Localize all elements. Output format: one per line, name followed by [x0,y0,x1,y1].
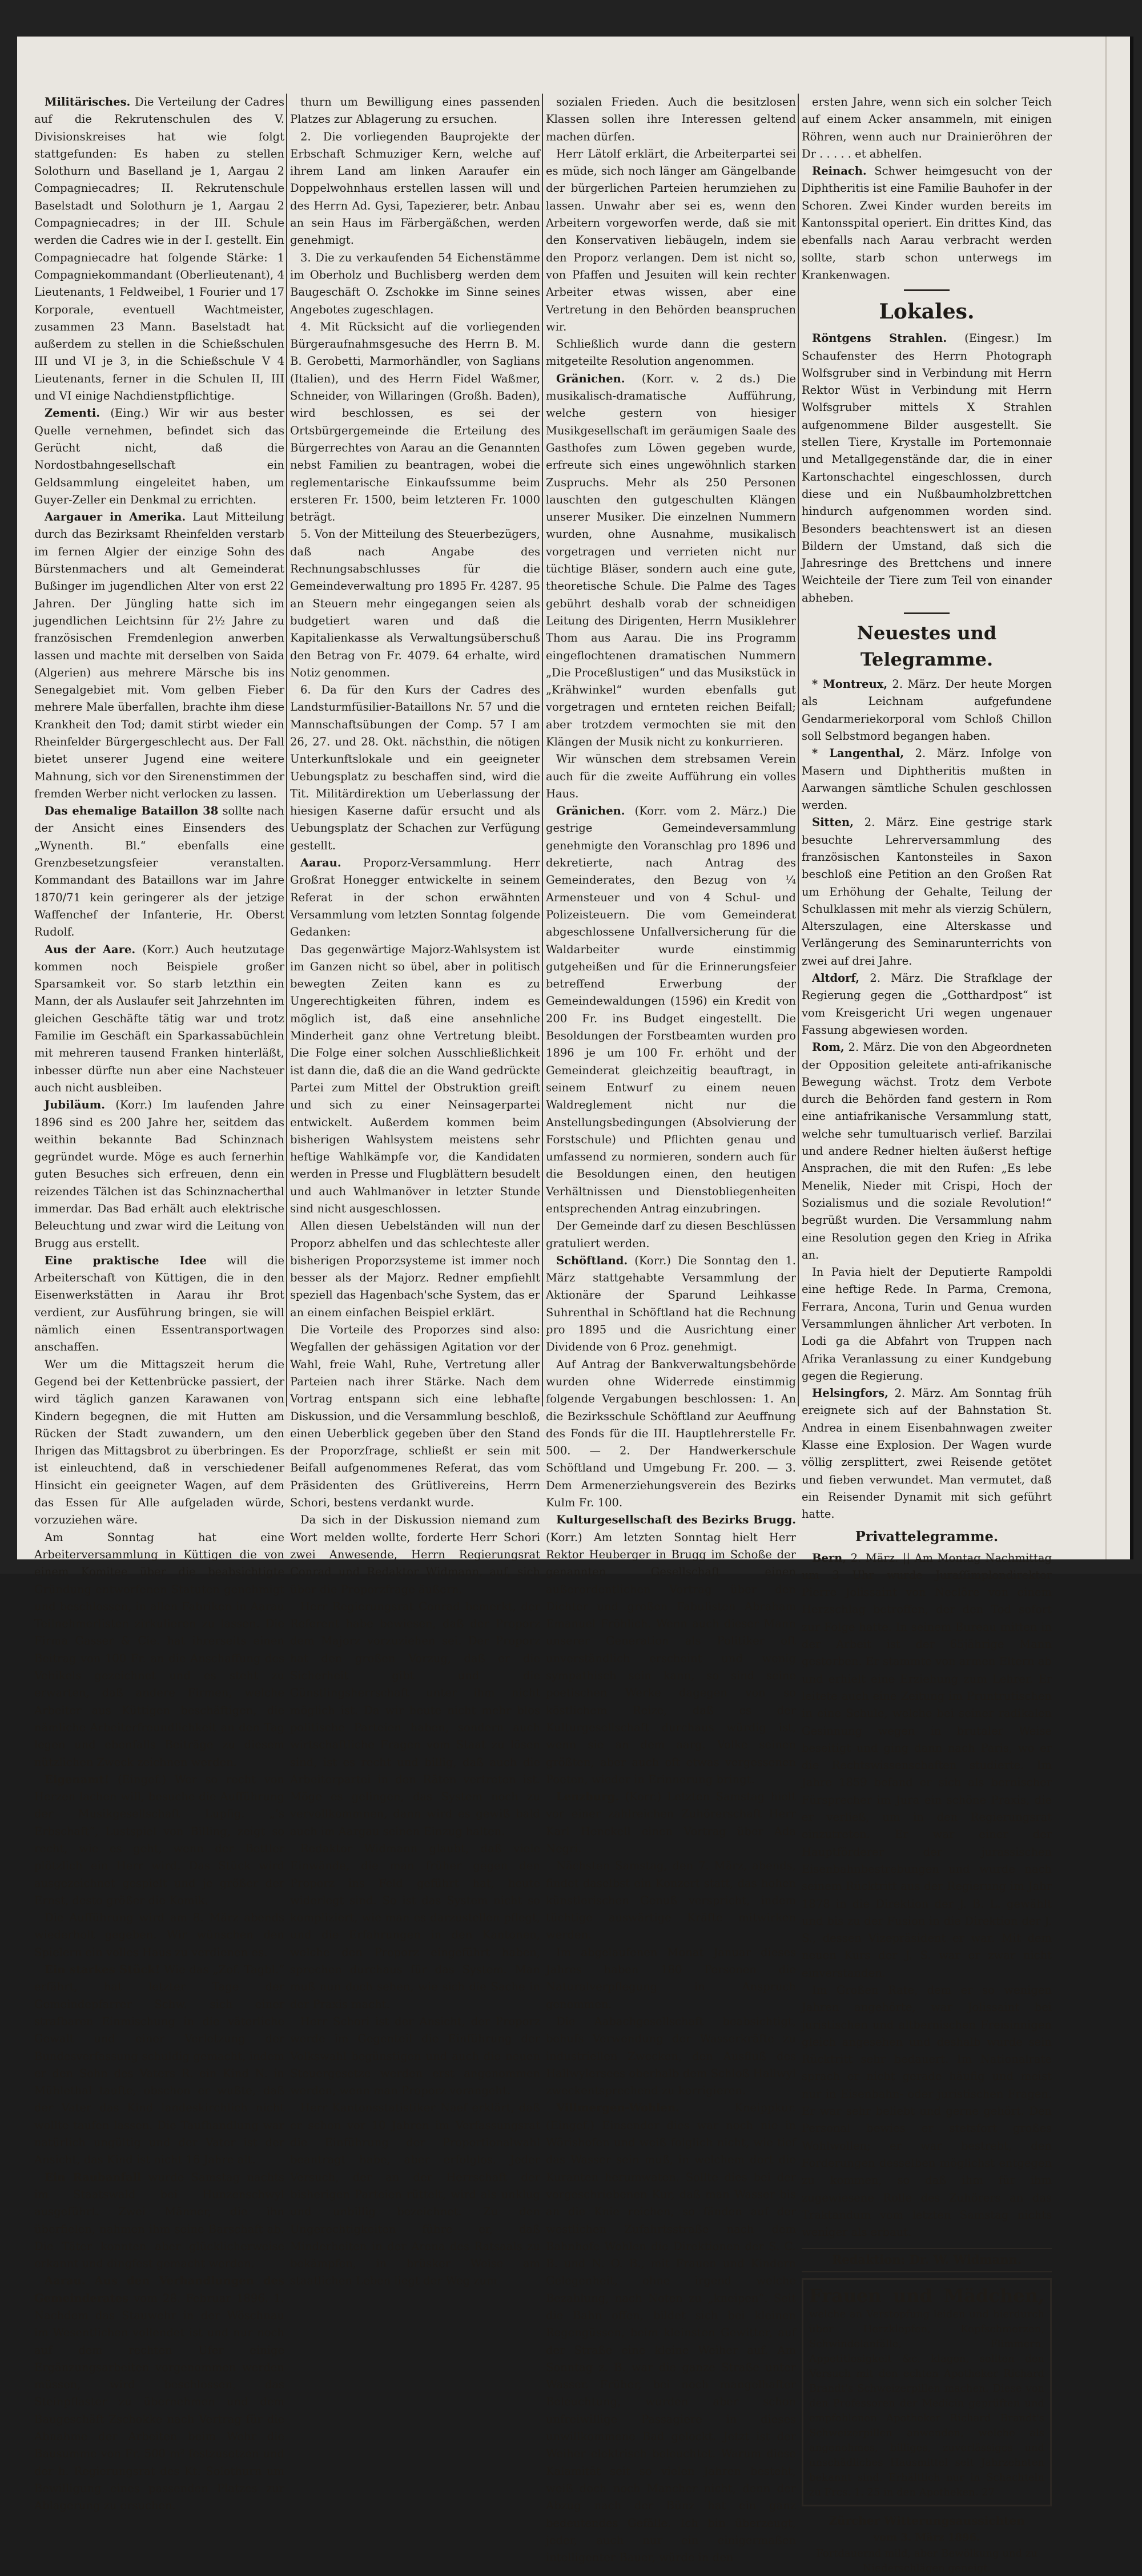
column-1 [34,94,285,2513]
article-paragraph [34,1961,284,2169]
article-paragraph [290,1511,540,1598]
article-paragraph [34,941,284,1097]
article-paragraph [802,1385,1052,1523]
article-text: 2. Die vorliegenden Bauprojekte der Erbschaft Schmuziger Kern, welche auf ihrem Land am linken Aaraufer ein Doppelwohnhaus erstellen lassen will und des Herrn Ad. Gysi, Tapezierer, betr. Anbau an sein Haus im Färbergäßchen, werden genehmigt. [290,130,540,247]
privattelegramme-heading: Privattelegramme. [855,1527,999,1545]
article-paragraph [802,814,1052,970]
article-text: Die Verteilung der Cadres auf die Rekrutenschulen des V. Divisionskreises hat wie folgt stattgefunden: Es haben zu stellen Solothurn und Baselland je 1, Aargau 2 Compagniecadres; II. Rekrutenschule Baselstadt und Solothurn je 1, Aargau 2 Compagniecadres; in der III. Schule werden die Cadres wie in der I. gestellt. Ein Compagniecadre hat folgende Stärke: 1 Compagniekommandant (Oberlieutenant), 4 Lieutenants, 1 Feldweibel, 1 Fourier und 17 Korporale, eventuell Wachtmeister, zusammen 23 Mann. Baselstadt hat außerdem zu stellen in die Schießschulen III und VI je 3, in die Schießschule V 4 Lieutenants, ferner in die Schulen II, III und VI einige Nachdienstpflichtige. [34,95,284,403]
article-text: Wie das „Zof. Tagbl.“ erfährt, hat letzter Tage der Gemeindepfarrer Schw. sich einer strafbaren Einmischung in die väterliche Gewalt und einer Verletzung der Bundesverfassung schuldig gemacht, indem er den Sohn des Vaters R. ein Kind N. in Mühlethal taufte, obschon er wußte, daß der Vater das Kind landeskirchlich nicht wollte taufen lassen. Die Taufhandlung war natürlich ungültig und der Vater ist der Ansicht, das Kind ist nicht 16 Jahre alt. [34,1963,285,2167]
article-text: Wir wünschen dem strebsamen Verein auch für die zweite Aufführung ein volles Haus. [546,752,796,800]
article-text: ersten Jahre, wenn sich ein solcher Teich auf einem Acker ansammeln, mit einigen Röhren, wenn auch nur Drainieröhren der Dr . . . . . et abhelfen. [802,95,1052,160]
article-text: 3. Die zu verkaufenden 54 Eichenstämme im Oberholz und Buchlisberg werden dem Baugeschäft O. Zschokke im Sinne seines Angebotes zugeschlagen. [290,251,540,316]
page-fold [1105,37,1107,1559]
article-text: (Korr.) Am letzten Sonntag hielt Herr Rektor Heuberger in Brugg im Schoße der genannten Gesellschaft einen außerordentlichen Vortrag über den Dichter und großen Fabulisten Abraham Emanuel Fröhlich. Wenn auch dieser Mann unserer Generation als Politiker oft unverständlich erscheint und wenig sympathisch sein kann, so sind seine poetischen Werke dagegen von so köstlichem Reize, daß es der Kulturgesellschaft durchaus würdig ist, wenn sie an dem aarg. Volke seinen größten, aber auch oft etwas vergessenen Poeten, wieder in Erinnerung bringt. [546,1530,796,1786]
article-paragraph [290,1598,540,1840]
article-lead: Aarau. [300,856,341,870]
article-paragraph [290,249,540,319]
article-lead: Bern, [812,1551,847,1565]
neuestes-heading: Neuestes und Telegramme. [856,622,997,671]
article-lead: Schöftland. [556,1253,628,1267]
article-paragraph [546,2099,796,2566]
column-4-intro [802,94,1052,284]
article-paragraph [546,1252,796,1356]
article-text: Die Aabachgesellschaft beabsichtigt, behufs Verwendung der Wasserkräfte zu industriellen Zwecken, den Ausfluß des Hallwylersees oberhalb dem Schloß Hallwyl zweckentsprechend zu korrigieren. [546,2014,796,2098]
article-paragraph [290,1218,540,1321]
article-lead: Altdorf, [812,971,860,985]
article-text: 2. März. || Am Montag Nachmittag um 3 Uhr wurde Juraſſimplondirektor Pierre Jolissaint von Neclöre von einem Herzschlag betroffen, der den Tod sofort zur Folge hatte. In seinem Bureau mitten in der Arbeit ist der 65jährige Mann gestorben. Er stammte von armen Eltern ab und erhielt eine Erziehung zum Lehrer. Er leitete auch eine Zeitung im Pruntrutischen in eine Schule, welche bei seiner radikalen Gesinnung wegen in brutaler Weise beseitigt und ging dann nach Paris, wo er die Rechtswissenschaften studierte. Im Jahre 1859 befand er sich als bernischer Fürsprecher im Jura ein schöne Praxis, die er verließ, um in den Regierungsrat einzutreten. Er war einer der Hauptförderer der jurassischen Eisenbahnbestrebungen und wurde nach seinem Rücktritt aus der Regierung im Jahr 1878 in die Direktion der J. B. L. gewählt und bis zu der Fusion in die Direktion der J. S., dessen Vizepräsident er war. Mit dem neuen Kurs der J. S. war er zwar nicht einverstanden. [802,1551,1052,1980]
article-text: Schwer heimgesucht von der Diphtheritis ist eine Familie Bauhofer in der Schoren. Zwei Kinder wurden bereits im Kantonsspital operiert. Ein drittes Kind, das ebenfalls nach Aarau verbracht werden sollte, starb schon unterwegs im Krankenwagen. [802,164,1052,281]
article-lead: Aarau. Aus den Verhandlungen des Gemeinderates [34,2274,284,2305]
article-paragraph [802,1264,1052,1385]
article-paragraph [802,1039,1052,1264]
article-paragraph [546,2013,796,2099]
article-paragraph [802,1550,1052,1982]
article-lead: Helsingfors, [812,1386,888,1400]
article-paragraph [34,94,284,405]
article-text: sozialen Frieden. Auch die besitzlosen Klassen sollen ihre Interessen geltend machen dürfen. [546,95,796,143]
article-paragraph [546,1356,796,1512]
article-lead: Aargauer in Amerika. [45,510,186,524]
article-paragraph [290,2099,540,2289]
article-lead: Rom, [812,1041,845,1054]
article-text: Im Großen Rate, dem er so wenigen Jahren angehörte, war Jolissaint bei juristischen und altbernischen Freisinnigen gleich angesehen und deshalb wurde sein Rücktritt sehr bedauert. Im Nationalrate sprach er nicht gerade häufig und meist nur in Eisenbahn- oder juristischen Fragen. Er war sehr beliebt und gerne gehört. Den Personal bewies er stetsfort großes Wohlwollen; er war bestrebt, den Forderungen desselben möglichst entgegen zu kommen, so daß ihm für ihm zugewiesene Rolle des Zuhörers an das Traktandum vom letzten Samstag nichts weniger als erbaut. [802,1983,1052,2239]
column-3 [546,94,796,2565]
article-paragraph [290,682,540,854]
article-paragraph [546,94,796,146]
article-text: Am Sonntag hat eine Arbeiterversammlung in Küttigen die von einem Komitee über die beabsichtigte Gründung entworfenen Statuten genehmigt und beschlossen, in allen Fabriken in Aarau Teilnehmerlisten zirkulieren zu lassen. Die Firma Gasser & Cie. hat ihrerseits einen Beitrag von 100 Fr. an die Anschaffung des Vehikels gezeichnet und es steht zu erwarten, daß andere Firmen, welche Arbeiter aus Küttigen beschäftigen, die nämliche Arbeiterfreundlichkeit an den Tag legen und ebenfalls Beiträge zu diesem nützlichen Zweck zeichnen werden. [34,1530,284,1769]
article-paragraph [34,405,284,509]
article-text: (Korr.) Im laufenden Jahre 1896 sind es 200 Jahre her, seitdem das weithin bekannte Bad Schinznach gegründet wurde. Möge es auch fernerhin guten Besuches sich erfreuen, denn ein reizendes Tälchen ist das Schinznacherthal immerdar. Das Bad erhält auch elektrische Beleuchtung und zwar wird die Leitung von Brugg aus erstellt. [34,1098,285,1250]
article-text: (Eing.) Wir wir aus bester Quelle vernehmen, befindet sich das Gerücht nicht, daß die Nordostbahngesellschaft ein Geldsammlung eingeleitet haben, um Guyer-Zeller ein Denkmal zu errichten. [34,406,285,506]
article-paragraph [546,1511,796,1788]
article-paragraph [290,94,540,128]
article-paragraph [802,330,1052,607]
neuestes-section [802,676,1052,1523]
article-lead: Jubiläum. [45,1098,106,1112]
article-text: (Eingesr.) Im Schaufenster des Herrn Photograph Wolfsgruber sind in Verbindung mit Herrn Rektor Wüst in Verbindung mit Herrn Wolfsgruber mittels X Strahlen aufgenommene Bilder ausgestellt. Sie stellen Tiere, Krystalle im Portemonnaie und Metallgegenstände dar, die in einer Kartonschachtel eingeschlossen, durch diese und ein Nußbaumholzbrettchen hindurch aufgenommen worden sind. Besonders beachtenswert ist an diesen Bildern der Umstand, daß sich die Jahresringe des Brettchens und innere Weichteile der Tiere zum Teil von einander abheben. [802,332,1052,604]
article-text: vom 28. Februar 1896. 1. Nachdem das Stauwehr in der Wöschnau im Wesentlichen vollendet ist und nur noch auf dem rechten Ufer einige Ergänzungsarbeiten vorgenommen werden müssen, wird beschlossen, das Steinpflaster zu übernehmen und dem Baugeschäft Zschokke nach Vertrag für die Abnahme der Arbeiten beim Wehr die Bausumme von Fr. 500 m² festzusetzen und der h. Regierungsrat des Kt. Solothurn um Bewilligung eines passenden Platzes zur Ablagerung zu ersuchen. [34,2291,285,2513]
redaktion-line: Redaktion: Dr. W. Widmann. [802,2248,1052,2272]
article-paragraph [546,1857,796,1944]
article-paragraph [802,745,1052,814]
article-paragraph [290,1840,540,2013]
article-text: (Korr. v. 2 ds.) Die musikalisch-dramatische Aufführung, welche gestern von hiesiger Musikgesellschaft im geräumigen Saale des Gasthofes zum Löwen gegeben wurde, erfreute sich eines ungewöhnlich starken Zuspruchs. Mehr als 250 Personen lauschten den gutgeschulten Klängen unserer Musiker. Die einzelnen Nummern wurden, ohne Ausnahme, musikalisch vorgetragen und verrieten nicht nur tüchtige Bläser, sondern auch eine gute, theoretische Schule. Die Palme des Tages gebührt deshalb vorab der schneidigen Leitung des Dirigenten, Herrn Musiklehrer Thom aus Aarau. Die ins Programm eingeflochtenen dramatischen Nummern „Die Proceßlustigen“ und das Musikstück in „Krähwinkel“ wurden ebenfalls gut vorgetragen und ernteten reichen Beifall; aber trotzdem vermochten sie mit den Klängen der Musik nicht zu konkurrieren. [546,372,796,748]
article-paragraph [34,1252,284,1356]
column-divider [542,94,543,1406]
article-lead: Das ehemalige Bataillon 38 [45,804,219,818]
article-paragraph [34,2272,284,2514]
article-lead: Lenzburg. [556,1790,619,1804]
article-paragraph [34,1771,284,1909]
article-paragraph [34,1909,284,1961]
article-lead: * Langenthal, [812,747,904,760]
article-text: Die Aufführung wird am 8. März abends wiederholt gegeben. Wir wünschen den Spielern ein volles Haus zu verdienen es. [34,1911,284,1959]
article-text: Die Vorteile des Proporzes sind also: Wegfallen der gehässigen Agitation vor der Wahl, freie Wahl, Ruhe, Vertretung aller Parteien nach ihrer Stärke. Nach dem Vortrag entspann sich eine lebhafte Diskussion, und die Versammlung beschloß, einen Ueberblick gegeben über den Stand der Proporzfrage, schließt er sein mit Beifall aufgenommenes Referat, das vom Präsidenten des Grütlivereins, Herrn Schori, bestens verdankt wurde. [290,1323,540,1510]
article-paragraph [34,1356,284,1529]
article-text: Der Gemeinde darf zu diesen Beschlüssen gratuliert werden. [546,1219,796,1250]
article-paragraph [290,319,540,526]
article-paragraph [290,854,540,941]
article-text: 2. März. Die Strafklage der Regierung gegen die „Gotthardpost“ ist vom Kreisgericht Uri wegen ungenauer Fassung abgewiesen worden. [802,971,1052,1037]
article-text: Auf Antrag der Bankverwaltungsbehörde wurden ohne Widerrede einstimmig folgende Vergabungen beschlossen: 1. An die Bezirksschule Schöftland zur Aeuffnung des Fonds für die III. Hauptlehrerstelle Fr. 500. — 2. Der Handwerkerschule Schöftland und Umgebung Fr. 200. — 3. Dem Armenerziehungsverein des Bezirks Kulm Fr. 100. [546,1357,796,1510]
article-paragraph [546,146,796,336]
article-paragraph [290,1321,540,1511]
article-text: Im abgelaufenen Monat Januar dieses Jahres haben 180 Personen die Naturalverpflegung in Anspruch genommen. [546,1945,796,2011]
article-text: Das gegenwärtige Majorz-Wahlsystem ist im Ganzen nicht so übel, aber in politisch bewegten Zeiten kann es zu Ungerechtigkeiten führen, indem es möglich ist, daß eine ansehnliche Minderheit ganz ohne Vertretung bleibt. Die Folge einer solchen Ausschließlichkeit ist dann die, daß die an die Wand gedrückte Partei zum Mittel der Obstruktion greift und sich zu einer Neinsagerpartei entwickelt. Außerdem kommen beim bisherigen Wahlsystem meistens sehr heftige Wahlkämpfe vor, die Kandidaten werden in Presse und Flugblättern besudelt und auch Wahlmanöver in letzter Stunde sind nicht ausgeschlossen. [290,942,540,1215]
article-paragraph [546,1944,796,2013]
article-text: Nächsten Samstag, den 7. März, abends, findet daselbst ein Konzert statt, das hohen künstlerischen Genuß verspricht, indem tüchtige auswärtige Kräfte mitwirken werden. [546,1859,796,1942]
article-paragraph [34,1096,284,1252]
column-divider [798,94,799,1406]
column-divider [286,94,287,1406]
column-4 [802,94,1052,2575]
article-lead: * Montreux, [812,678,888,691]
article-paragraph [802,163,1052,284]
article-lead: Aus der Aare. [45,942,136,956]
article-text: 2. März. Eine gestrige stark besuchte Lehrerversammlung des französischen Kantonsteiles in Saxon beschloß eine Petition an den Großen Rat um Erhöhung der Gehalte, Teilung der Schulklassen mit mehr als vierzig Schülern, Alterszulagen, eine Alterskasse und Verlängerung des Seminarunterrichts von zwei auf drei Jahre. [802,816,1052,967]
article-paragraph [290,2013,540,2099]
article-paragraph [290,128,540,249]
article-paragraph [546,1788,796,1857]
article-text: (Eingef.) Wer so recht von Herzen lachen will, besuche die Aufführung der Musikgesellschaft Lupfig. „’s Erbschaft“, Lustspiel von Billing, zeigt so recht, wie es geht, wenn der Bettler plötzlich ein Herr wird. Das Stück wird ausgezeichnet gespielt und je größer der Ernst, desto größer die Komik. [34,1772,284,1907]
article-paragraph [802,1982,1052,2241]
article-text: 2. März. Der heute Morgen als Leichnam aufgefundene Gendarmeriekorporal vom Schloß Chillon soll Selbstmord begangen haben. [802,678,1052,743]
article-lead: Gränichen. [556,804,625,818]
article-text: 4. Mit Rücksicht auf die vorliegenden Bürgeraufnahmsgesuche des Herrn B. M. B. Gerobetti, Marmorhändler, von Saglians (Italien), und des Herrn Fidel Waßmer, Schneider, von Willaringen (Großh. Baden), wird beschlossen, es sei der Ortsbürgergemeinde die Erteilung des Bürgerrechtes von Aarau an die Genannten nebst Familien zu beantragen, wobei die reglementarische Einkaufssumme beim ersteren Fr. 1500, beim letzteren Fr. 1000 beträgt. [290,320,540,524]
article-paragraph [546,336,796,370]
article-paragraph [290,941,540,1218]
article-lead: Zementi. [45,406,100,420]
article-paragraph [802,970,1052,1039]
advertisement-box [802,2278,1052,2506]
article-text: Redaktor Widmann glaubt, daß viele Einwände, die man früher gegen den Proporz ins Feld geführt hat, heute widerlegt sind. So ist das System nicht so kompliziert, wie man es darzustellen pflegt, und die Erfahrungen in den Kantonen, welche den Proporz eingeführt haben, sprechen durchaus für das System. Man muß nun doch sehen, wie sich die Sache in der Praxis macht. [290,1841,540,2011]
ad-headline: Frauen und Mädchen, [809,2284,1044,2307]
section-separator [904,612,950,614]
article-text: (Korr.) Auch heutzutage kommen noch Beispiele großer Sparsamkeit vor. So starb letzthin ein Mann, der als Auslaufer seit Jahrzehnten im gleichen Geschäfte tätig war und trotz Familie im Geschäft ein Sparkassabüchlein mit mehreren tausend Franken hinterläßt, inbesser dürfte nun aber eine Nachsteuer auch nicht ausbleiben. [34,942,284,1094]
article-paragraph [546,803,796,1218]
article-lead: Reinach. [812,164,867,178]
article-text: 2. März. Die von den Abgeordneten der Opposition geleitete anti-afrikanische Bewegung wächst. Trotz dem Verbote durch die Behörden fand gestern in Rom eine antiafrikanische Versammlung statt, welche sehr tumultuarisch verlief. Barzilai und andere Redner hielten äußerst heftige Ansprachen, die mit den Rufen: „Es lebe Menelik, Nieder mit Crispi, Hoch der Sozialismus und die soziale Revolution!“ begrüßt wurden. Die Versammlung nahm eine Resolution gegen den Krieg in Afrika an. [802,1041,1052,1261]
article-lead: Eigenamt! [45,1772,110,1786]
article-text: Herr Kantonsstatistiker Naef erklärt, daß er schon vor 10 Jahren im Verfassungsrat die Einführung der Proportionalwahl beantragt habe, aber erfolglos. Jeder Versuch, der an der Herrschaft der bisherigen Parteien rüttelt, wird als unklug und unbillig bezeichnet. Zu den Ungerechtigkeiten führe er, daß Minderheiten in der Arena des Ratsaals zu bekämpfen, in brüsker Weise am staatlichen Leben liegt der Weg zum [290,2101,540,2288]
lokales-section [802,330,1052,607]
article-paragraph [34,1529,284,1771]
article-text: Laut Mitteilung durch das Bezirksamt Rheinfelden verstarb im fernen Algier der einzige Sohn des Bürstenmachers und alt Gemeinderat Bußinger im jugendlichen Alter von erst 22 Jahren. Der Jüngling hatte sich im jugendlichen Leichtsinn für 2½ Jahre zu französischen Fremdenlegion anwerben lassen und machte mit derselben von Saida (Algerien) aus mehrere Märsche bis ins Senegalgebiet mit. Vom gelben Fieber mehrere Male überfallen, brachte ihm diese Krankheit den Tod; damit stirbt wieder ein Rheinfelder Bürgergeschlecht aus. Der Fall bietet unserer Jugend eine weitere Mahnung, sich vor den Sirenenstimmen der fremden Werber nicht verlocken zu lassen. [34,510,284,800]
article-text: Kneippkur. (Eingef.) Einsender dies war noch nie in Wörishofen und weiß folglich nicht, wie tief das Wasser sein muß, in welchem dort die Kuranten herumwaten. Sollte dies bei der vorgeschriebenen Kur, daß man Wasser bis an die Knie reichen, so fänden auf der westlichen Zufahrtsstraße nach dem Bahnhofe Wohlen die Direktionen der S. C. B. und N. O. B., mit Frauen und Kindern Gelegenheit, ohne irgend welche Bezahlung, nach Noten zu „kneipen“. Seit die Bahn offen, bildet sich bei kleinen Regengüssen, beim kleinsten Gewitter, auf der Straße eine kleine Weiher auf. Am Sonntag z. B. war die ganze Straße unter Wasser. Früher, bei noch mangelhafter Beleuchtung, wurden aber schon unfreiwillige Passagiere in dieses unwillkommene Bad gelockt. Jetzt ist der Weiher elektrisch beleuchtet. Warum diese Kalamität seit so vielen Jahren besteht, weiß doch noch Mancher nicht, denn der Abzug nach der Bünz hat ein ganz bedeutendes Gefälle. Ich bin überzeugt, jeder, auch nur ein einigermaßen intelligenter Bauer, würde in den [546,2101,796,2565]
article-text: 5. Von der Mitteilung des Steuerbezügers, daß nach Angabe des Rechnungsabschlusses für die Gemeindeverwaltung pro 1895 Fr. 4287. 95 an Steuern mehr eingegangen seien als budgetiert waren und daß die Kapitalienkasse als Verwaltungsüberschuß den Betrag von Fr. 4079. 64 erhalte, wird Notiz genommen. [290,527,540,679]
article-text: Herr Lätolf erklärt, die Arbeiterpartei sei es müde, sich noch länger am Gängelbande der bürgerlichen Parteien herumziehen zu lassen. Unwahr aber sei es, wenn den Arbeitern vorgeworfen werde, daß sie mit den Konservativen liebäugeln, indem sie den Proporz verlangen. Dem ist nicht so, von Pfaffen und Jesuiten will kein rechter Arbeiter etwas wissen, aber eine Vertretung in den Behörden beanspruchen wir. [546,147,796,333]
privattelegramme-section [802,1550,1052,2242]
article-text: (Korr.) Die Sonntag den 1. März stattgehabte Versammlung der Aktionäre der Sparund Leihkasse Suhrenthal in Schöftland hat die Rechnung pro 1895 und die Ausrichtung einer Dividende von 6 Proz. genehmigt. [546,1253,796,1354]
lokales-heading: Lokales. [879,300,975,324]
column-2 [290,94,540,2288]
article-text: (Korr.) Letzten Samstag hielt vor einer zahlreichen Zuhörerschaft Herr Karl Henckell einen Vortrag über Ada Negri. [546,1790,796,1855]
article-text: 2. März. Am Sonntag früh ereignete sich auf der Bahnstation St. Andrea in einem Eisenbahnwagen zweiter Klasse eine Explosion. Der Wagen wurde völlig zersplittert, zwei Reisende getötet und fieben verwundet. Man vermutet, daß ein Reisender Dynamit mit sich geführt hatte. [802,1386,1052,1521]
article-text: Allen diesen Uebelständen will nun der Proporz abhelfen und das schlechteste aller bisherigen Proporzsysteme ist immer noch besser als der Majorz. Redner empfiehlt speziell das Hagenbach'sche System, das er an einem einfachen Beispiel erklärt. [290,1219,540,1319]
newspaper-page [17,37,1133,2575]
article-lead: Ein starkes Stück! [45,1963,160,1977]
article-paragraph [34,803,284,941]
article-text: sollte nach der Ansicht eines Einsenders des „Wynenth. Bl.“ ebenfalls eine Grenzbesetzungsfeier veranstalten. Kommandant des Bataillons war im Jahre 1870/71 kein geringerer als der jetzige Waffenchef der Infanterie, Hr. Oberst Rudolf. [34,804,284,939]
article-text: will die Arbeiterschaft von Küttigen, die in den Eisenwerkstätten in Aarau ihr Brot verdient, zur Ausführung bringen, sie will nämlich einen Essentransportwagen anschaffen. [34,1253,284,1354]
section-separator [904,289,950,291]
article-paragraph [546,370,796,751]
article-paragraph [34,2169,284,2273]
article-lead: Sitten, [812,816,854,829]
article-paragraph [802,676,1052,745]
article-text: Herr Regierungsrat Conrad bemerkt, der Referent habe bewiesen, daß der Proporz dem Majorz vorzuziehen sei. Der Proporz hat den großen Vorzug, daß er die Sicherheit gibt und die Günstlingsherrschaft unter ihm nicht möglich ist. Da wir heute nicht mehr blos politische Parteien haben, sondern auch wirtschaftliche Fragen vom Staat zu lösen sind, ist es recht und billig, daß auch die Arbeiterpartei in den Räten vertreten ist. Möge es gelingen, das System noch zu vervollkommnen, dann wird es gewiß bald auch im Aargau seinen Einzug halten. [290,1599,540,1838]
article-lead: Villmergen-Wohlen. [556,2101,679,2115]
article-paragraph [546,1218,796,1252]
article-text: 6. Da für den Kurs der Cadres des Landsturmfüsilier-Bataillons Nr. 57 und die Mannschaftsübungen der Comp. 57 I am 26, 27. und 28. Okt. nächsthin, die nötigen Unterkunftslokale und ein geeigneter Uebungsplatz zu beschaffen sind, wird die Tit. Militärdirektion um Ueberlassung der hiesigen Kaserne dafür ersucht und als Uebungsplatz der Schachen zur Verfügung gestellt. [290,683,540,852]
article-paragraph [34,509,284,803]
article-text: 2. März. Infolge von Masern und Diphtheritis mußten in Aarwangen sämtliche Schulen geschlossen werden. [802,747,1052,812]
article-lead: Militärisches. [45,95,131,108]
article-text: thurn um Bewilligung eines passenden Platzes zur Ablagerung zu ersuchen. [290,95,540,126]
article-text: Proporz-Versammlung. Herr Großrat Honegger entwickelte in seinem Referat in der schon erwähnten Versammlung vom letzten Sonntag folgende Gedanken: [290,856,540,939]
article-lead: Röntgens Strahlen. [812,332,947,345]
article-text: Herr Schori ist der Ansicht, der Proporz werde im Gegenteil die Einführung der Volkswahl begünstigen und auch die neuen Steuergesetze werden erst angenommen werden, wenn man Proporz vorangeht. [290,2014,540,2098]
article-lead: Gränichen. [556,372,625,385]
article-lead: Eine praktische Idee [45,1253,207,1267]
article-lead: Kulturgesellschaft des Bezirks Brugg. [556,1513,796,1527]
article-paragraph [290,526,540,682]
article-paragraph [802,94,1052,163]
article-text: (Korr. vom 2. März.) Die gestrige Gemeindeversammlung genehmigte den Voranschlag pro 1896 und dekretierte, nach Antrag des Gemeinderates, den Bezug von ¼ Armensteuer und von 4 Schul- und Polizeisteuern. Die vom Gemeinderat abgeschlossene Unfallversicherung für die Waldarbeiter wurde einstimmig gutgeheißen und für die Erinnerungsfeier betreffend Erwerbung der Gemeindewaldungen (1596) ein Kredit von 200 Fr. ins Budget eingestellt. Die Besoldungen der Forstbeamten wurden pro 1896 je um 100 Fr. erhöht und der Gemeinderat gleichzeitig beauftragt, in seinem Entwurf zu einem neuen Waldreglement nicht nur die Anstellungsbedingungen (Absolvierung der Forstschule) und Pflichten genau und umfassend zu normieren, sondern auch für die Besoldungen einen, den heutigen Verhältnissen und Dienstobliegenheiten entsprechenden Antrag einzubringen. [546,804,796,1215]
weather-title: Zürcher Witterungsaussichten [829,2513,1025,2527]
weather-text: Fortdauernd mild, aber Bewölkung und zu Niederschlägen geneigt. [816,2547,1038,2575]
article-text: Wer um die Mittagszeit herum die Gegend bei der Kettenbrücke passiert, der wird täglich ganzen Karawanen von Kindern begegnen, die mit Hutten am Rücken der Stadt zuwandern, um den Ihrigen das Mittagsbrot zu überbringen. Es ist einleuchtend, daß in verschiedener Hinsicht ein geeigneter Wagen, auf dem das Essen für Alle aufgeladen würde, vorzuziehen wäre. [34,1357,284,1527]
article-text: Schließlich wurde dann die gestern mitgeteilte Resolution angenommen. [546,337,796,368]
weather-date: vom 3. März 1896. [873,2531,980,2544]
article-text: Da sich in der Diskussion niemand zum Wort melden wollte, forderte Herr Schori zwei Anwesende, Herrn Regierungsrat Conrad und Redaktor Widmann, auf, sich über die Proporzfrage äußern. [290,1513,540,1596]
article-paragraph [546,751,796,803]
article-text: wurde Samstag nachts im Staatswald bei Hunzenschwyl ausgeführt. Zwei Männer, die ihn überfielen, nahmen ihm seine Barschaft ab. Die Täter konnten aber glücklicherweise erkannt und dingfest gemacht werden. [34,2170,284,2271]
article-text: In Pavia hielt der Deputierte Rampoldi eine heftige Rede. In Parma, Cremona, Ferrara, Ancona, Turin und Genua wurden Versammlungen ähnlicher Art verboten. In Lodi ga die Abfahrt von Truppen nach Afrika Veranlassung zu einer Kundgebung gegen die Regierung. [802,1265,1052,1382]
article-lead: Ein Raubanfall [45,2170,142,2184]
ad-text: welche an Verstopfung leiden und hierdurch über Herzklopfen, Kopfschmerzen, Schwindelanfälle, Flimmern, Appetitlosigkeit &c. klagen, sollten den Versuch mit den echten Apotheker Richard Brandt's Schweizerpillen machen. Diese von den Professoren der Medicin geprüften und empfohlenen Apotheker Richard Brandt's Schweizerpillen anwenden, welche als angenehmes, billiges, zuverlässiges und unschädliches Hausmittel seit Jahrzehnten bekannt sind. Erhältlich nur in Schachteln zu Frcs. 1. 25 in den Apotheken. 27 [809,2308,1044,2498]
